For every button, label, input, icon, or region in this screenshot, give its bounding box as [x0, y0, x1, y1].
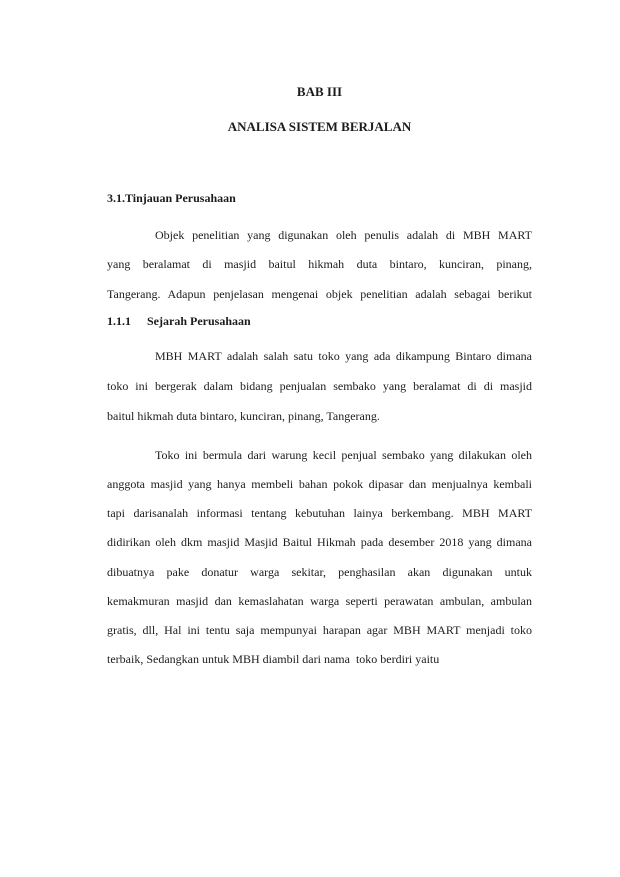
paragraph-line: gratis, dll, Hal ini tentu saja mempunyai harapan agar MBH MART menjadi toko [107, 622, 532, 637]
paragraph-line: baitul hikmah duta bintaro, kunciran, pinang, Tangerang. [107, 409, 380, 423]
paragraph-line: yang beralamat di masjid baitul hikmah duta bintaro, kunciran, pinang, [107, 257, 532, 272]
paragraph-line: tapi darisanalah informasi tentang kebutuhan lainya berkembang. MBH MART [107, 506, 532, 521]
subsection-number: 1.1.1 [107, 314, 131, 328]
paragraph-line: Tangerang. Adapun penjelasan mengenai objek penelitian adalah sebagai berikut [107, 286, 532, 301]
chapter-label: BAB III [296, 84, 343, 99]
paragraph-line: toko ini bergerak dalam bidang penjualan sembako yang beralamat di di masjid [107, 379, 532, 393]
paragraph-line: didirikan oleh dkm masjid Masjid Baitul Hikmah pada desember 2018 yang dimana [107, 535, 532, 550]
paragraph-line: Objek penelitian yang digunakan oleh penulis adalah di MBH MART [155, 228, 532, 242]
paragraph-line: dibuatnya pake donatur warga sekitar, penghasilan akan digunakan untuk [107, 564, 532, 579]
paragraph-line: Toko ini bermula dari warung kecil penjual sembako yang dilakukan oleh [155, 448, 532, 462]
paragraph-sejarah-1 [107, 341, 532, 431]
paragraph-objek-penelitian [107, 221, 532, 309]
paragraph-line: kemakmuran masjid dan kemaslahatan warga seperti perawatan ambulan, ambulan [107, 593, 532, 608]
section-heading: 3.1.Tinjauan Perusahaan [107, 191, 236, 205]
paragraph-line: MBH MART adalah salah satu toko yang ada dikampung Bintaro dimana [155, 349, 532, 363]
paragraph-sejarah-2 [107, 441, 532, 674]
paragraph-line: anggota masjid yang hanya membeli bahan pokok dipasar dan menjualnya kembali [107, 477, 532, 492]
chapter-title: ANALISA SISTEM BERJALAN [227, 119, 412, 134]
paragraph-line: terbaik, Sedangkan untuk MBH diambil dari nama toko berdiri yaitu [107, 651, 440, 666]
subsection-title: Sejarah Perusahaan [147, 314, 251, 328]
